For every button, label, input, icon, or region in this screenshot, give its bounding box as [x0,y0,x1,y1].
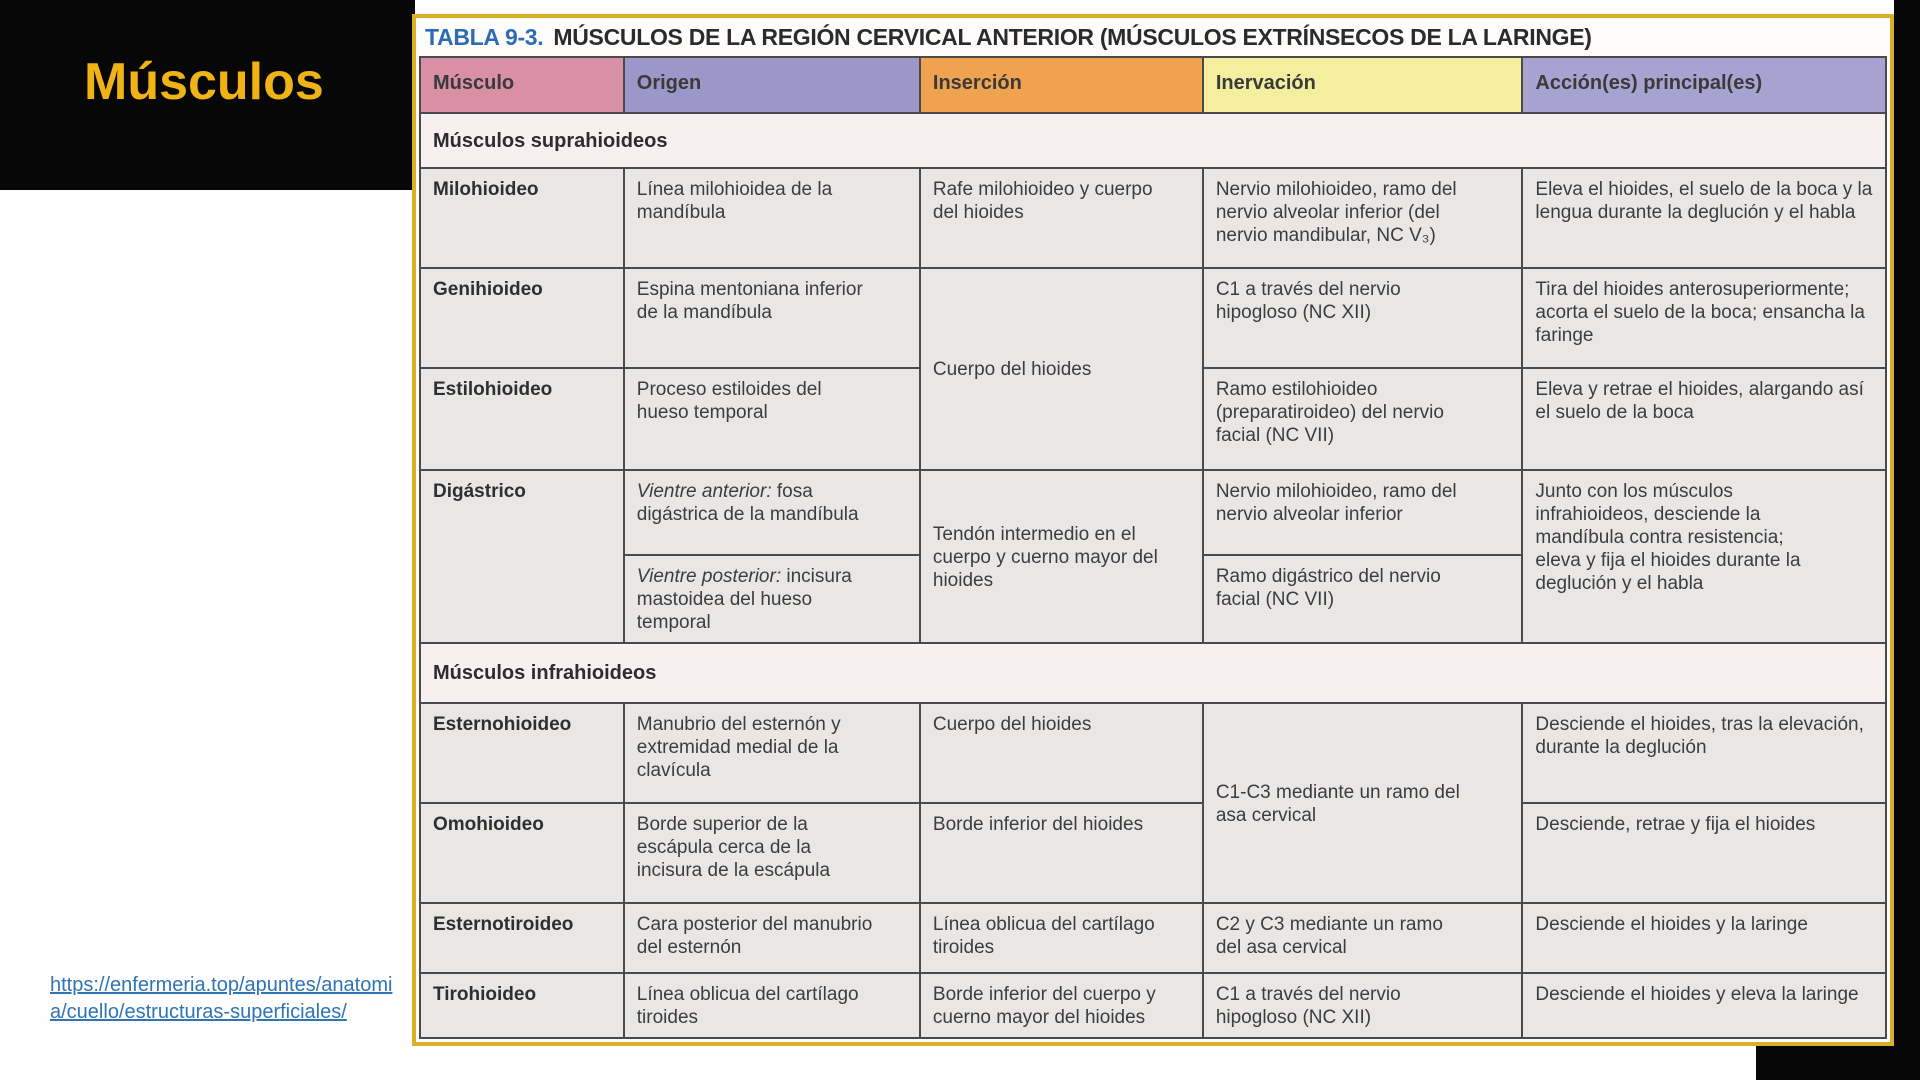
header-origen: Origen [624,57,920,113]
cell-esternohioideo-origen: Manubrio del esternón y extremidad medial de la clavícula [624,703,920,803]
cell-esternohioideo-accion: Desciende el hioides, tras la elevación, durante la deglución [1522,703,1886,803]
cell-esternotiroideo-accion: Desciende el hioides y la laringe [1522,903,1886,973]
cell-digastrico-accion: Junto con los músculos infrahioideos, desciende la mandíbula contra resistencia; eleva y fija el hioides durante la deglución y el habla [1522,470,1886,643]
cell-digastrico-inervacion-posterior: Ramo digástrico del nervio facial (NC VII) [1203,555,1523,643]
cell-omohioideo-insercion: Borde inferior del hioides [920,803,1203,903]
row-omohioideo [420,803,1886,903]
cell-tirohioideo-accion: Desciende el hioides y eleva la laringe [1522,973,1886,1038]
cell-esternohioideo-name: Esternohioideo [420,703,624,803]
row-digastrico-anterior [420,470,1886,555]
cell-digastrico-origen-posterior: Vientre posterior: incisura mastoidea del hueso temporal [624,555,920,643]
cell-estilohioideo-inervacion: Ramo estilohioideo (preparatiroideo) del nervio facial (NC VII) [1203,368,1523,470]
cell-merged-cuerpo-hioides: Cuerpo del hioides [920,268,1203,470]
section-infrahioideos-row [420,643,1886,703]
anatomy-table-frame [412,14,1894,1046]
cell-merged-asa-cervical: C1-C3 mediante un ramo del asa cervical [1203,703,1523,903]
cell-tirohioideo-origen: Línea oblicua del cartílago tiroides [624,973,920,1038]
source-link-line2[interactable]: a/cuello/estructuras-superficiales/ [50,1001,347,1023]
table-title [419,20,1887,56]
cell-genihioideo-inervacion: C1 a través del nervio hipogloso (NC XII) [1203,268,1523,368]
table-label: TABLA 9-3. [425,24,544,50]
cell-omohioideo-origen: Borde superior de la escápula cerca de la incisura de la escápula [624,803,920,903]
cell-esternotiroideo-origen: Cara posterior del manubrio del esternón [624,903,920,973]
cell-digastrico-name: Digástrico [420,470,624,643]
row-milohioideo [420,168,1886,268]
row-tirohioideo [420,973,1886,1038]
source-link[interactable] [50,972,392,1026]
right-black-strip [1894,0,1920,1080]
cell-genihioideo-accion: Tira del hioides anterosuperiormente; acorta el suelo de la boca; ensancha la faringe [1522,268,1886,368]
header-inervacion: Inervación [1203,57,1523,113]
table-title-text: MÚSCULOS DE LA REGIÓN CERVICAL ANTERIOR (MÚSCULOS EXTRÍNSECOS DE LA LARINGE) [553,24,1592,50]
section-suprahioideos: Músculos suprahioideos [420,113,1886,168]
slide-title: Músculos [84,53,324,111]
cell-tirohioideo-insercion: Borde inferior del cuerpo y cuerno mayor del hioides [920,973,1203,1038]
table-header-row [420,57,1886,113]
row-esternohioideo [420,703,1886,803]
row-esternotiroideo [420,903,1886,973]
cell-tirohioideo-name: Tirohioideo [420,973,624,1038]
cell-omohioideo-accion: Desciende, retrae y fija el hioides [1522,803,1886,903]
cell-milohioideo-inervacion: Nervio milohioideo, ramo del nervio alveolar inferior (del nervio mandibular, NC V₃) [1203,168,1523,268]
header-insercion: Inserción [920,57,1203,113]
section-suprahioideos-row [420,113,1886,168]
cell-digastrico-origen-anterior: Vientre anterior: fosa digástrica de la mandíbula [624,470,920,555]
cell-esternotiroideo-name: Esternotiroideo [420,903,624,973]
cell-estilohioideo-name: Estilohioideo [420,368,624,470]
muscles-table [419,56,1887,1039]
section-infrahioideos: Músculos infrahioideos [420,643,1886,703]
cell-milohioideo-name: Milohioideo [420,168,624,268]
cell-estilohioideo-accion: Eleva y retrae el hioides, alargando así el suelo de la boca [1522,368,1886,470]
row-genihioideo [420,268,1886,368]
header-accion: Acción(es) principal(es) [1522,57,1886,113]
cell-milohioideo-accion: Eleva el hioides, el suelo de la boca y la lengua durante la deglución y el habla [1522,168,1886,268]
cell-merged-tendon-intermedio: Tendón intermedio en el cuerpo y cuerno mayor del hioides [920,470,1203,643]
header-musculo: Músculo [420,57,624,113]
cell-genihioideo-name: Genihioideo [420,268,624,368]
cell-esternotiroideo-insercion: Línea oblicua del cartílago tiroides [920,903,1203,973]
source-link-line1[interactable]: https://enfermeria.top/apuntes/anatomi [50,974,393,996]
cell-estilohioideo-origen: Proceso estiloides del hueso temporal [624,368,920,470]
cell-genihioideo-origen: Espina mentoniana inferior de la mandíbula [624,268,920,368]
cell-milohioideo-insercion: Rafe milohioideo y cuerpo del hioides [920,168,1203,268]
cell-milohioideo-origen: Línea milohioidea de la mandíbula [624,168,920,268]
cell-omohioideo-name: Omohioideo [420,803,624,903]
cell-esternotiroideo-inervacion: C2 y C3 mediante un ramo del asa cervical [1203,903,1523,973]
cell-esternohioideo-insercion: Cuerpo del hioides [920,703,1203,803]
cell-digastrico-inervacion-anterior: Nervio milohioideo, ramo del nervio alveolar inferior [1203,470,1523,555]
cell-tirohioideo-inervacion: C1 a través del nervio hipogloso (NC XII) [1203,973,1523,1038]
